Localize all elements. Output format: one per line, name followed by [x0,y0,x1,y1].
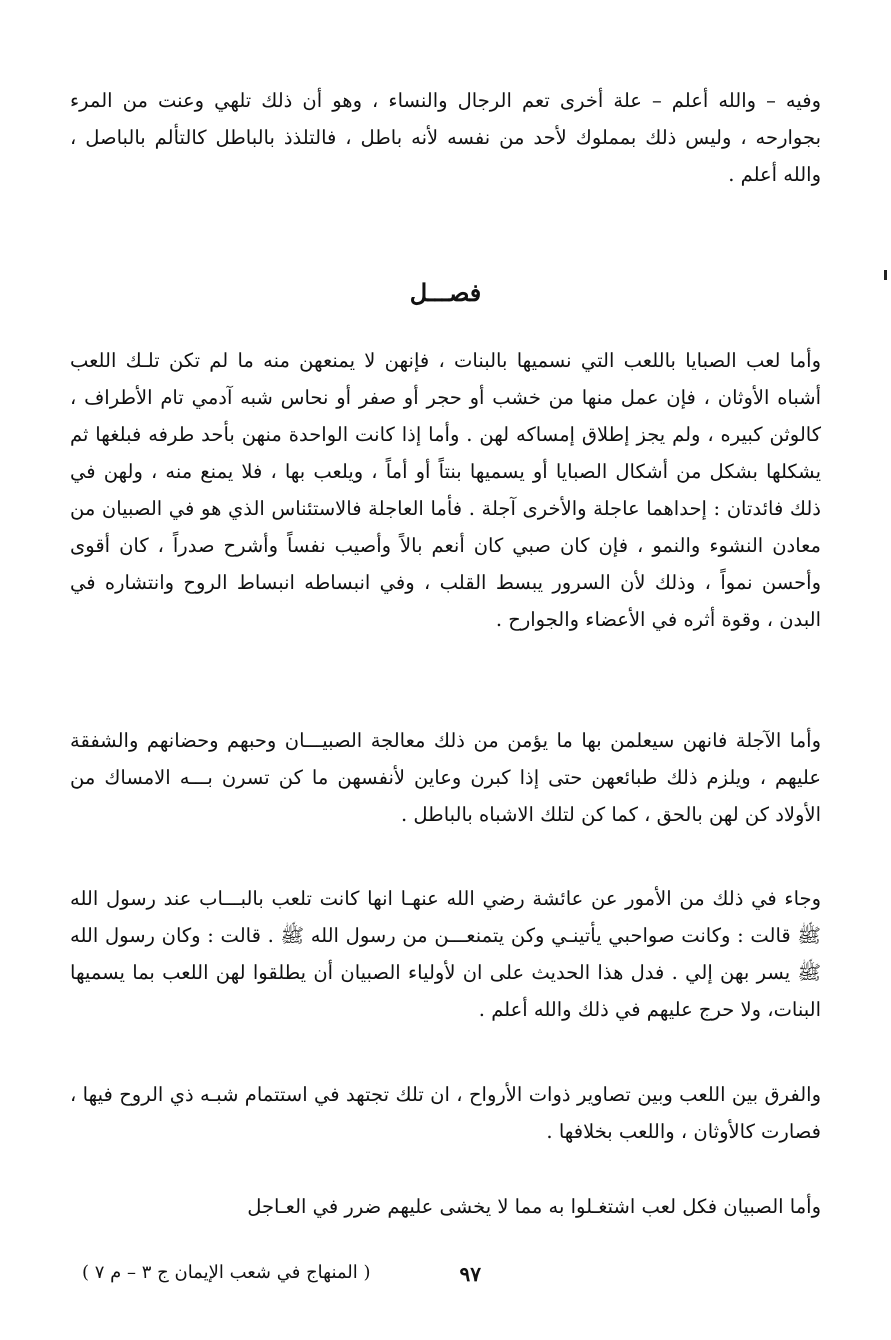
page-footer [82,1262,481,1286]
footer-source: ( المنهاج في شعب الإيمان ج ٣ – م ٧ ) [82,1262,371,1283]
paragraph-6: وأما الصبيان فكل لعب اشتغـلوا به مما لا يخشى عليهم ضرر في العـاجل [247,1195,821,1218]
page-number: ٩٧ [459,1262,481,1286]
paragraph-2: وأما لعب الصبايا باللعب التي نسميها بالبنات ، فإنهن لا يمنعهن منه ما لم تكن تلـك اللعب أشباه الأوثان ، فإن عمل منها من خشب أو حجر أو صفر أو نحاس شبه آدمي تام الأطراف ، كالوثن كبيره ، ولم يجز إطلاق إمساكه لهن . وأما إذا كانت الواحدة منهن بأحد طرفه فبلغها ثم يشكلها بشكل من أشكال الصبايا أو يسميها بنتاً أو أماً ، ويلعب بها ، فلا يمنع منه ، ولهن في ذلك فائدتان : إحداهما عاجلة والأخرى آجلة . فأما العاجلة فالاستئناس الذي هو في الصبيان من معادن النشوء والنمو ، فإن كان صبي كان أنعم بالاً وأصيب نفساً وأشرح صدراً ، كان أقوى وأحسن نمواً ، وذلك لأن السرور يبسط القلب ، وفي انبساطه انبساط الروح وانتشاره في البدن ، وقوة أثره في الأعضاء والجوارح . [70,349,821,631]
paragraph-3: وأما الآجلة فانهن سيعلمن بها ما يؤمن من ذلك معالجة الصبيـــان وحبهم وحضانهم والشفقة عليهم ، ويلزم ذلك طبائعهن حتى إذا كبرن وعاين لأنفسهن ما كن تسرن بـــه الامساك من الأولاد كن لهن بالحق ، كما كن لتلك الاشباه بالباطل . [70,729,821,826]
paragraph-4: وجاء في ذلك من الأمور عن عائشة رضي الله عنهـا انها كانت تلعب بالبـــاب عند رسول الله ﷺ قالت : وكانت صواحبي يأتينـي وكن يتمنعـــن من رسول الله ﷺ . قالت : وكان رسول الله ﷺ يسر بهن إلي . فدل هذا الحديث على ان لأولياء الصبيان أن يطلقوا لهن اللعب بما يسميها البنات، ولا حرج عليهم في ذلك والله أعلم . [70,887,821,1021]
paragraph-1: وفيه – والله أعلم – علة أخرى تعم الرجال والنساء ، وهو أن ذلك تلهي وعنت من المرء بجوارحه ، وليس ذلك بمملوك لأحد من نفسه لأنه باطل ، فالتلذذ بالباطل كالتألم بالباصل ، والله أعلم . [70,89,821,186]
paragraph-5: والفرق بين اللعب وبين تصاوير ذوات الأرواح ، ان تلك تجتهد في استتمام شبـه ذي الروح فيها ، فصارت كالأوثان ، واللعب بخلافها . [70,1083,821,1143]
section-heading: فصـــل [409,278,482,307]
margin-mark [884,270,887,280]
